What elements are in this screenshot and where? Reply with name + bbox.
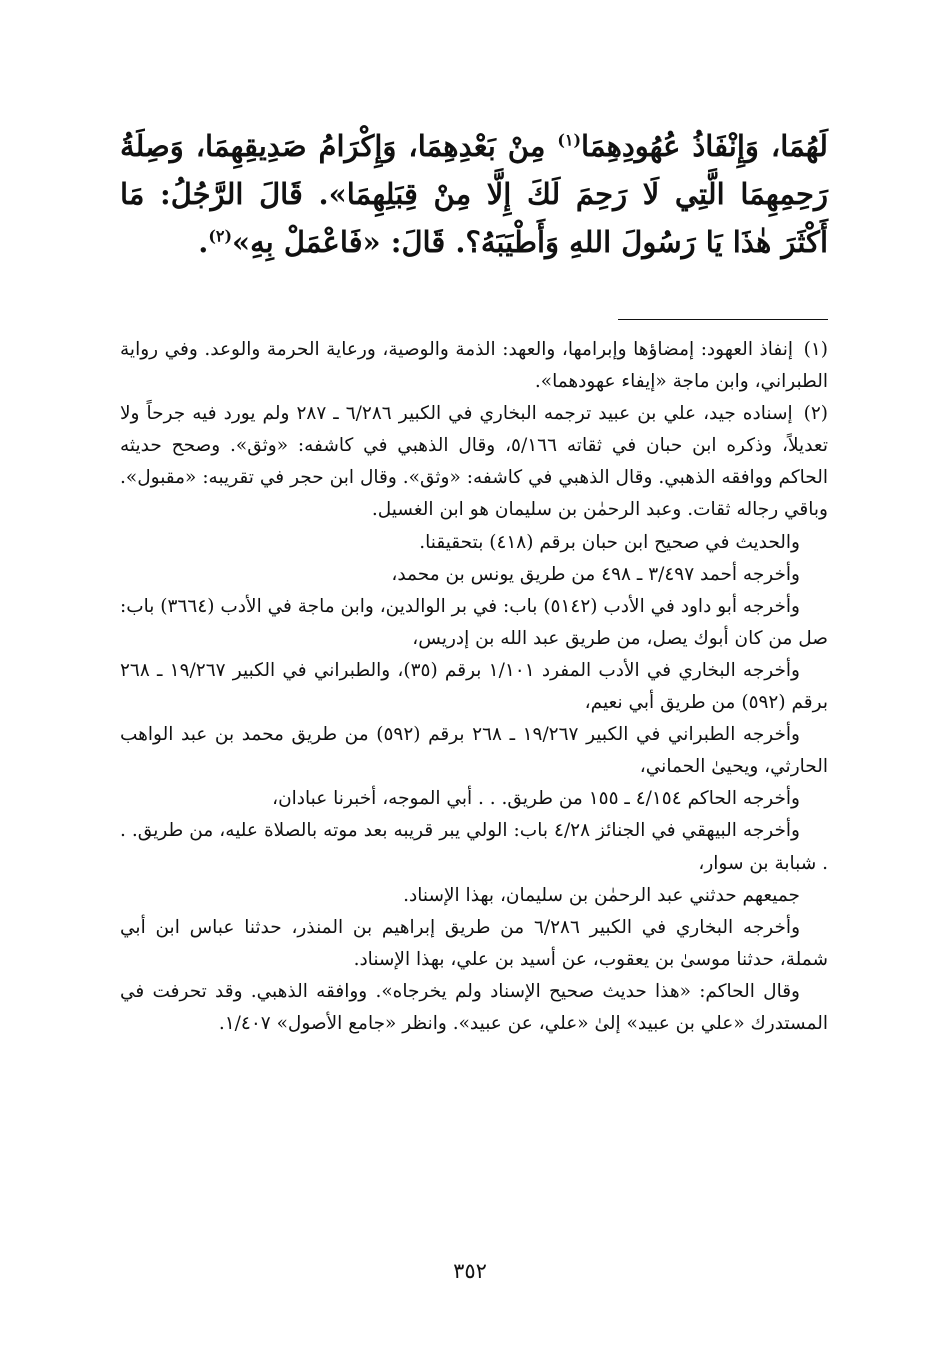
footnote-2-paragraph: وأخرجه البيهقي في الجنائز ٤/٢٨ باب: الولي يبر قريبه بعد موته بالصلاة عليه، من طريق. . . شبابة بن سوار، (120, 820, 828, 874)
footnote-2-paragraph: وأخرجه البخاري في الكبير ٦/٢٨٦ من طريق إبراهيم بن المنذر، حدثنا عباس ابن أبي شملة، حدثنا موسىٰ بن يعقوب، عن أسيد بن علي، بهذا الإسناد. (120, 916, 828, 970)
main-text-part2: مِنْ بَعْدِهِمَا، وَإِكْرَامُ صَدِيقِهِمَا، وَصِلَةُ رَحِمِهِمَا الَّتِي لَا رَحِمَ لَكَ إِلَّا مِنْ قِبَلِهِمَا». قَالَ الرَّجُلُ: مَا أَكْثَرَ هٰذَا يَا رَسُولَ اللهِ وَأَطْيَبَهُ؟. قَالَ: «فَاعْمَلْ بِهِ» (120, 129, 828, 259)
footnote-2-paragraph: وأخرجه أحمد ٣/٤٩٧ ـ ٤٩٨ من طريق يونس بن محمد، (391, 563, 800, 585)
footnote-ref-1: (١) (557, 130, 581, 150)
footnote-1-number: (١) (803, 339, 828, 360)
footnote-1 (120, 334, 828, 398)
footnote-2-paragraph: وأخرجه الطبراني في الكبير ١٩/٢٦٧ ـ ٢٦٨ برقم (٥٩٢) من طريق محمد بن عبد الواهب الحارثي، ويحيىٰ الحماني، (120, 724, 828, 778)
footnote-divider (618, 319, 828, 320)
main-text-end: . (198, 225, 209, 259)
footnote-2-paragraph: وأخرجه الحاكم ٤/١٥٤ ـ ١٥٥ من طريق. . . أبي الموجه، أخبرنا عبادان، (272, 788, 800, 810)
main-text-part1: لَهُمَا، وَإِنْفَاذُ عُهُودِهِمَا (580, 129, 829, 163)
footnote-2-number: (٢) (803, 403, 828, 425)
footnote-2-text: إسناده جيد، علي بن عبيد ترجمه البخاري في الكبير ٦/٢٨٦ ـ ٢٨٧ ولم يورد فيه جرحاً ولا تعديلاً، وذكره ابن حبان في ثقاته ٥/١٦٦، وقال الذهبي في كاشفه: «وثق». وصحح حديثه الحاكم ووافقه الذهبي. وقال الذهبي في كاشفه: «وثق». وقال ابن حجر في تقريبه: «مقبول». وباقي رجاله ثقات. وعبد الرحمٰن بن سليمان هو ابن الغسيل. (120, 403, 828, 521)
footnote-2-paragraph: وقال الحاكم: «هذا حديث صحيح الإسناد ولم يخرجاه». ووافقه الذهبي. وقد تحرفت في المستدرك «علي بن عبيد» إلىٰ «علي، عن عبيد». وانظر «جامع الأصول» ١/٤٠٧. (120, 980, 828, 1034)
footnote-2 (120, 398, 828, 526)
page-number: ٣٥٢ (453, 1259, 487, 1283)
footnotes (120, 334, 828, 1040)
main-text (120, 122, 828, 266)
footnote-2-paragraph: وأخرجه أبو داود في الأدب (٥١٤٢) باب: في بر الوالدين، وابن ماجة في الأدب (٣٦٦٤) باب: صل من كان أبوك يصل، من طريق عبد الله بن إدريس، (119, 595, 828, 649)
footnote-ref-2: (٢) (208, 226, 232, 246)
footnote-2-paragraph: وأخرجه البخاري في الأدب المفرد ١/١٠١ برقم (٣٥)، والطبراني في الكبير ١٩/٢٦٧ ـ ٢٦٨ برقم (٥٩٢) من طريق أبي نعيم، (120, 659, 828, 714)
footnote-1-text: إنفاذ العهود: إمضاؤها وإبرامها، والعهد: الذمة والوصية، ورعاية الحرمة والوعد. وفي رواية الطبراني، وابن ماجة «إيفاء عهودهما». (120, 339, 828, 393)
footnote-2-paragraph: جميعهم حدثني عبد الرحمٰن بن سليمان، بهذا الإسناد. (403, 884, 800, 906)
footnote-2-paragraph: والحديث في صحيح ابن حبان برقم (٤١٨) بتحقيقنا. (419, 531, 800, 553)
